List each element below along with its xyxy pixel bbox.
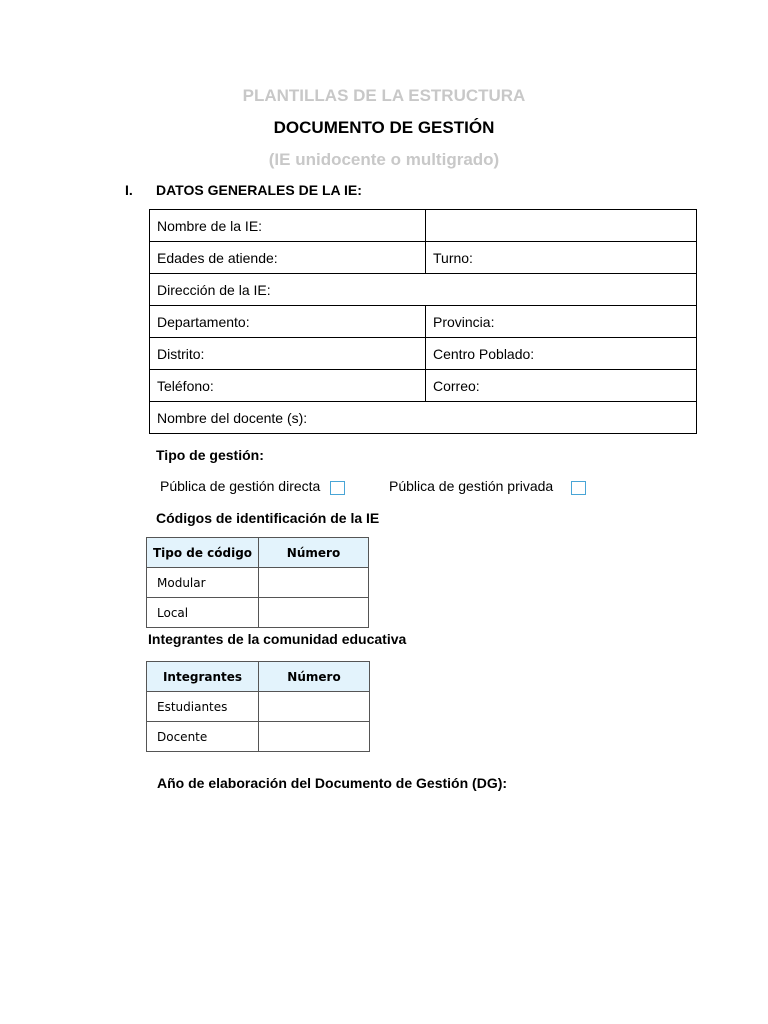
section-number: I. xyxy=(125,182,133,198)
gestion-directa-checkbox[interactable] xyxy=(330,481,345,495)
nombre-ie-label: Nombre de la IE: xyxy=(150,210,426,242)
distrito-label: Distrito: xyxy=(150,338,426,370)
nombre-ie-value[interactable] xyxy=(426,210,697,242)
table-row xyxy=(150,306,697,338)
estudiantes-value[interactable] xyxy=(259,692,370,722)
integrantes-table xyxy=(146,661,370,752)
tipo-codigo-header: Tipo de código xyxy=(147,538,259,568)
table-header-row xyxy=(147,538,369,568)
estudiantes-label: Estudiantes xyxy=(147,692,259,722)
direccion-label: Dirección de la IE: xyxy=(150,274,697,306)
modular-label: Modular xyxy=(147,568,259,598)
table-header-row xyxy=(147,662,370,692)
section-title: DATOS GENERALES DE LA IE: xyxy=(156,182,362,198)
edades-label: Edades de atiende: xyxy=(150,242,426,274)
option-gestion-directa-label: Pública de gestión directa xyxy=(160,478,321,494)
codigos-title: Códigos de identificación de la IE xyxy=(156,510,380,526)
document-title: DOCUMENTO DE GESTIÓN xyxy=(273,118,495,137)
correo-label: Correo: xyxy=(426,370,697,402)
table-row xyxy=(147,568,369,598)
turno-label: Turno: xyxy=(426,242,697,274)
telefono-label: Teléfono: xyxy=(150,370,426,402)
provincia-label: Provincia: xyxy=(426,306,697,338)
departamento-label: Departamento: xyxy=(150,306,426,338)
docente-value[interactable] xyxy=(259,722,370,752)
option-gestion-privada-label: Pública de gestión privada xyxy=(389,478,554,494)
section-heading xyxy=(125,182,362,198)
docente-label: Nombre del docente (s): xyxy=(150,402,697,434)
integrantes-header: Integrantes xyxy=(147,662,259,692)
general-data-table xyxy=(149,209,697,434)
document-subtitle: (IE unidocente o multigrado) xyxy=(268,150,500,169)
table-row xyxy=(150,274,697,306)
modular-value[interactable] xyxy=(259,568,369,598)
numero-header: Número xyxy=(259,662,370,692)
centro-poblado-label: Centro Poblado: xyxy=(426,338,697,370)
template-title: PLANTILLAS DE LA ESTRUCTURA xyxy=(242,86,526,105)
table-row xyxy=(147,722,370,752)
anio-elaboracion-label: Año de elaboración del Documento de Gestión (DG): xyxy=(157,775,508,791)
numero-header: Número xyxy=(259,538,369,568)
table-row xyxy=(147,692,370,722)
docente-row-label: Docente xyxy=(147,722,259,752)
tipo-gestion-title: Tipo de gestión: xyxy=(156,447,264,463)
integrantes-title: Integrantes de la comunidad educativa xyxy=(148,631,407,647)
table-row xyxy=(147,598,369,628)
local-label: Local xyxy=(147,598,259,628)
table-row xyxy=(150,242,697,274)
table-row xyxy=(150,210,697,242)
gestion-privada-checkbox[interactable] xyxy=(571,481,586,495)
table-row xyxy=(150,338,697,370)
codigos-table xyxy=(146,537,369,628)
table-row xyxy=(150,402,697,434)
local-value[interactable] xyxy=(259,598,369,628)
table-row xyxy=(150,370,697,402)
